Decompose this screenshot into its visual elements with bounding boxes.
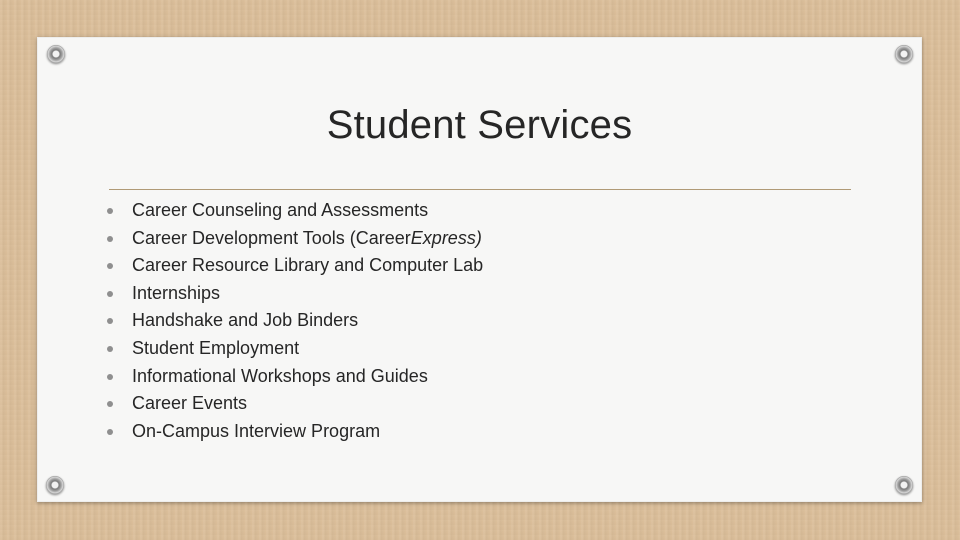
list-item-emphasis: Express)	[410, 227, 482, 248]
list-item	[107, 252, 483, 280]
pushpin-icon	[895, 45, 913, 63]
list-item-text: Career Events	[132, 393, 248, 414]
list-item-text: Career Development Tools (Career	[132, 227, 411, 248]
pushpin-icon	[46, 476, 64, 494]
bullet-icon	[107, 346, 113, 352]
list-item	[107, 280, 483, 308]
pushpin-icon	[47, 45, 65, 63]
list-item-text: Informational Workshops and Guides	[132, 365, 428, 386]
bullet-icon	[107, 263, 113, 269]
list-item	[107, 225, 483, 253]
list-item	[107, 390, 483, 418]
list-item-text: Handshake and Job Binders	[132, 310, 359, 331]
list-item-text: Career Counseling and Assessments	[132, 200, 429, 220]
list-item-text: Internships	[132, 282, 221, 303]
bullet-icon	[107, 208, 113, 214]
pushpin-icon	[895, 476, 913, 494]
title-divider	[109, 189, 851, 190]
bullet-icon	[107, 236, 113, 242]
list-item	[107, 197, 483, 225]
bullet-icon	[107, 429, 113, 435]
list-item	[107, 363, 483, 391]
bullet-icon	[107, 401, 113, 407]
list-item-text: Student Employment	[132, 337, 300, 358]
list-item-text: On-Campus Interview Program	[132, 420, 381, 441]
bullet-icon	[107, 291, 113, 297]
services-list	[107, 197, 483, 445]
slide-title: Student Services	[326, 103, 633, 147]
slide-paper	[37, 37, 922, 502]
list-item	[107, 307, 483, 335]
list-item	[107, 418, 483, 446]
list-item-text: Career Resource Library and Computer Lab	[132, 255, 484, 276]
bullet-icon	[107, 318, 113, 324]
bullet-icon	[107, 374, 113, 380]
list-item	[107, 335, 483, 363]
